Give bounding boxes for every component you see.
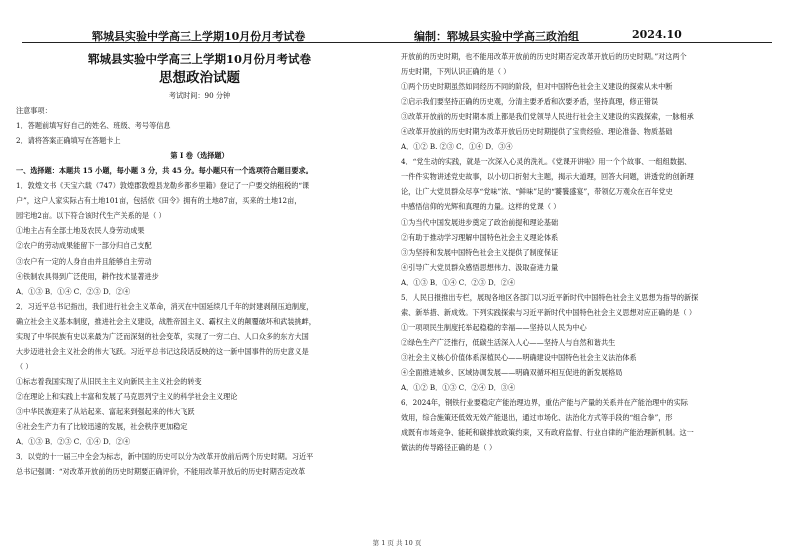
question-option: ③改革开放前的历史时期本质上都是我们党领导人民进行社会主义建设的实践探索，一脉相承 (401, 112, 694, 122)
notice-item: 2．请将答案正确填写在答题卡上 (16, 136, 121, 146)
question-option: ①标志着我国实现了从旧民主主义向新民主主义社会的转变 (16, 376, 202, 386)
question-line: 3．以党的十一届三中全会为标志，新中国的历史可以分为改革开放前后两个历史时期。习近平 (16, 452, 314, 462)
question-line: 效用，综合施策还低效无效产能退出，通过市场化、法治化方式等手段的“组合拳”，形 (401, 413, 673, 423)
subject-title: 思想政治试题 (159, 70, 240, 86)
question-line: （ ） (16, 361, 33, 371)
answer-choices: A．①③ B．①④ C．②③ D．②④ (401, 277, 516, 287)
exam-title: 郓城县实验中学高三上学期10月份月考试卷 (87, 52, 311, 66)
answer-choices: A．①② B．①③ C．②④ D．③④ (401, 383, 516, 393)
question-option: ①为当代中国发展进步奠定了政治前提和理论基础 (401, 217, 559, 227)
question-line: 确立社会主义基本制度，推进社会主义建设，战胜帝国主义、霸权主义的颠覆破坏和武装挑衅， (16, 316, 316, 326)
question-option: ④全面推进城乡、区域协调发展——明确双循环相互促进的新发展格局 (401, 367, 623, 377)
question-line: 一件件实物讲述党史故事，以小切口折射大主题，揭示大道理，回答大问题，讲透党的创新理 (401, 172, 694, 182)
question-line: 4．“党生动的实践，就是一次深入心灵的洗礼。《党课开讲啦》用一个个故事、一组组数据、 (401, 157, 692, 167)
header-exam-title: 郓城县实验中学高三上学期10月份月考试卷 (92, 30, 306, 43)
question-line: 2．习近平总书记指出，我们进行社会主义革命，消灭在中国延续几千年的封建剥削压迫制度， (16, 301, 314, 311)
question-option: ①两个历史时期虽然如同经历不同的阶段，但对中国特色社会主义建设的探索从未中断 (401, 82, 673, 92)
question-line: 总书记强调：“对改革开放前的历史时期要正确评价，不能用改革开放后的历史时期否定改革 (16, 467, 306, 477)
question-option: ③农户有一定的人身自由并且能够自主劳动 (16, 256, 152, 266)
left-column (16, 49, 383, 479)
page-number: 第 1 页 共 10 页 (372, 539, 422, 547)
notice-heading: 注意事项： (16, 106, 52, 116)
question-line: 户”，这户人家实际占有土地101亩，包括依《田令》拥有的土地87亩，买来的土地12亩， (16, 196, 302, 206)
question-line: 6．2024年，钢铁行业要稳定产能治理边界，重估产能与产量的关系并在产能治理中的实际 (401, 398, 688, 408)
question-line: 论，让广大党员群众尽享“党味”浓、“鲜味”足的“饕餮盛宴”，带领亿万观众在百年党史 (401, 187, 673, 197)
question-line: 中感悟信仰的光辉和真理的力量。这样的党课（ ） (401, 202, 561, 212)
question-option: ④社会生产力有了比较迅速的发展，社会秩序更加稳定 (16, 422, 188, 432)
question-option: ②绿色生产广泛推行，低碳生活深入人心——坚持人与自然和谐共生 (401, 337, 616, 347)
question-option: ①一项项民生制度托举起稳稳的幸福——坚持以人民为中心 (401, 322, 587, 332)
question-option: ②在理论上和实践上丰富和发展了马克思列宁主义的科学社会主义理论 (16, 391, 238, 401)
section-heading: 第 I 卷（选择题） (170, 151, 229, 161)
question-line: 索、新举措、新成效。下列实践探索与习近平新时代中国特色社会主义思想对应正确的是（ ） (401, 307, 697, 317)
answer-choices: A．①② B. ②③ C．①④ D．③④ (401, 142, 513, 152)
question-option: ③为坚持和发展中国特色社会主义提供了制度保证 (401, 247, 559, 257)
question-line: 实现了中华民族有史以来最为广泛而深刻的社会变革，实现了一穷二白、人口众多的东方大国 (16, 331, 309, 341)
question-line: 做法的传导路径正确的是（ ） (401, 443, 497, 453)
question-line: 成既有市场竞争、能耗和碳排放政策约束，又有政府监督、行业自律的产能治理新机制。这一 (401, 428, 694, 438)
answer-choices: A．①③ B．①④ C．②③ D．②④ (16, 286, 131, 296)
question-line: 大步迈进社会主义社会的伟大飞跃。习近平总书记这段话反映的这一新中国事件的历史意义是 (16, 346, 309, 356)
question-option: ①地主占有全部土地及农民人身劳动成果 (16, 226, 145, 236)
question-line: 1．敦煌文书《天宝六载（747）敦煌郡敦煌县龙勒乡都乡里籍》登记了一户要交纳租税的“课 (16, 181, 310, 191)
answer-choices: A．①③ B．②③ C．①④ D．②④ (16, 437, 131, 447)
exam-duration: 考试时间：90 分钟 (168, 91, 231, 100)
question-line: 5．人民日报推出专栏，展现各地区各部门以习近平新时代中国特色社会主义思想为指导的新探 (401, 292, 699, 302)
question-option: ④铁制农具得到广泛使用，耕作技术显著进步 (16, 271, 159, 281)
question-option: ③中华民族迎来了从站起来、富起来到强起来的伟大飞跃 (16, 406, 195, 416)
question-line: 园宅地2亩。以下符合该时代生产关系的是（ ） (16, 211, 166, 221)
question-option: ②启示我们要坚持正确的历史观，分清主要矛盾和次要矛盾，坚持真理，修正错误 (401, 97, 659, 107)
right-column (401, 49, 777, 455)
header-compiler: 编制：郓城县实验中学高三政治组 (414, 30, 579, 43)
notice-item: 1．答题前填写好自己的姓名、班级、考号等信息 (16, 121, 171, 131)
header-date: 2024.10 (632, 28, 682, 41)
section-instructions: 一、选择题：本题共 15 小题，每小题 3 分，共 45 分。每小题只有一个选项符合题目要求。 (16, 166, 313, 176)
question-line: 历史时期，下列认识正确的是（ ） (401, 67, 511, 77)
question-option: ④引导广大党员群众感悟思想伟力、汲取奋进力量 (401, 262, 559, 272)
question-line: 开放前的历史时期，也不能用改革开放前的历史时期否定改革开放后的历史时期。”对这两个 (401, 52, 687, 61)
question-option: ②农户的劳动成果能留下一部分归自己支配 (16, 241, 152, 251)
question-option: ③社会主义核心价值体系深植民心——明确建设中国特色社会主义法治体系 (401, 352, 637, 362)
question-option: ②有助于推动学习理解中国特色社会主义理论体系 (401, 232, 559, 242)
question-option: ④改革开放前的历史时期为改革开放后历史时期提供了宝贵经验、理论准备、物质基础 (401, 127, 673, 137)
page-header (22, 12, 772, 43)
